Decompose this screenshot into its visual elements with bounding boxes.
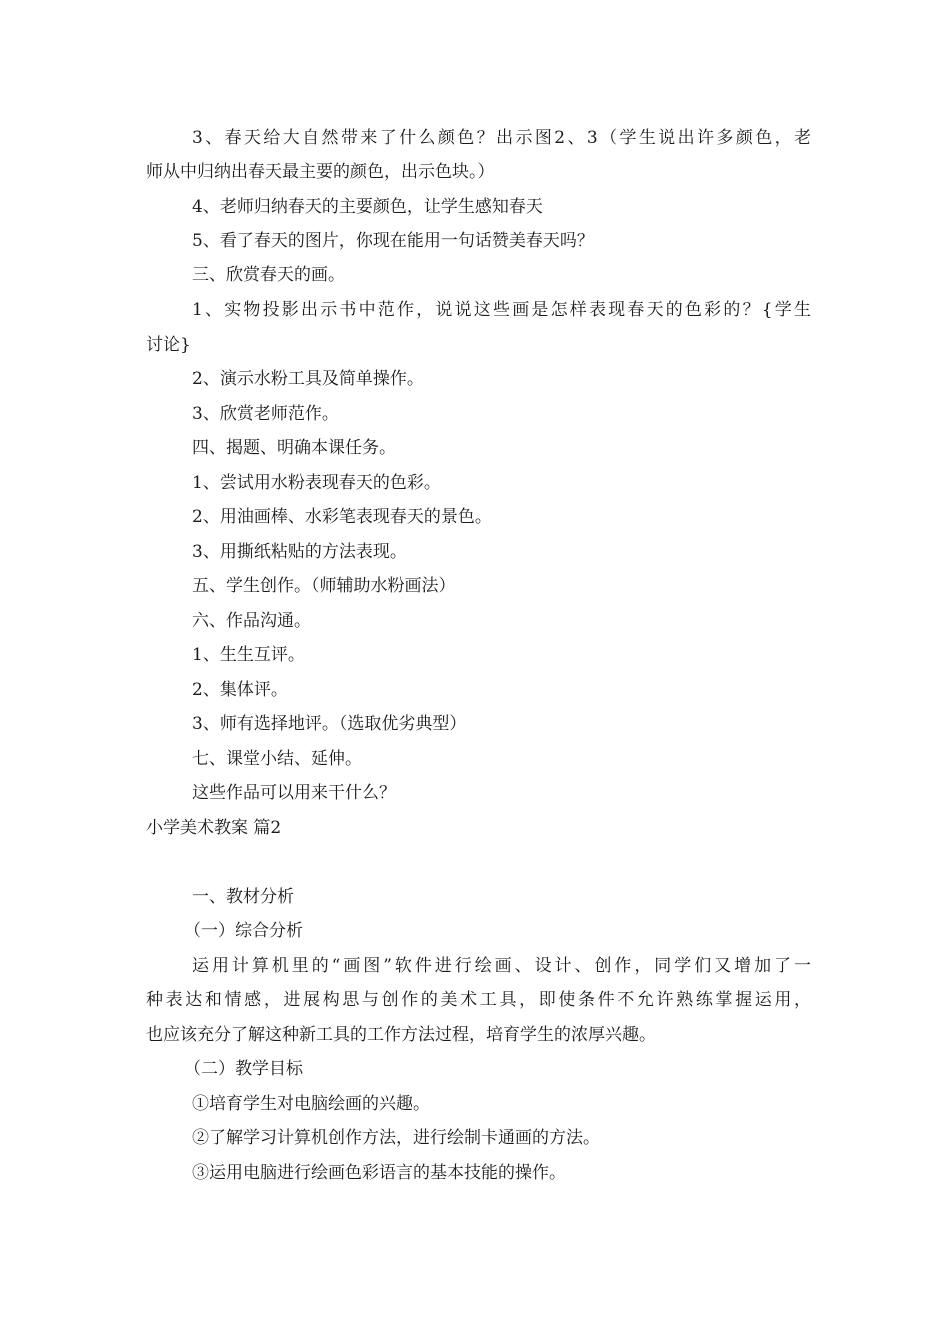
goal-1: ①培育学生对电脑绘画的兴趣。 bbox=[192, 1094, 430, 1114]
item-4-1: 1、尝试用水粉表现春天的色彩。 bbox=[192, 473, 441, 493]
paragraph-4: 4、老师归纳春天的主要颜色，让学生感知春天 bbox=[192, 197, 543, 217]
item-6-3: 3、师有选择地评。（选取优劣典型） bbox=[192, 714, 467, 734]
heading-section-6: 六、作品沟通。 bbox=[192, 611, 311, 631]
lesson-title-2: 小学美术教案 篇2 bbox=[146, 818, 282, 838]
heading-section-5: 五、学生创作。（师辅助水粉画法） bbox=[192, 576, 456, 596]
paragraph-3-line-1: 3、春天给大自然带来了什么颜色？出示图2、3（学生说出许多颜色，老 bbox=[192, 128, 811, 148]
item-3-1-line-2: 讨论} bbox=[146, 335, 191, 355]
goal-3: ③运用电脑进行绘画色彩语言的基本技能的操作。 bbox=[192, 1163, 566, 1183]
item-4-3: 3、用撕纸粘贴的方法表现。 bbox=[192, 542, 407, 562]
item-3-1-line-1: 1、实物投影出示书中范作，说说这些画是怎样表现春天的色彩的？{学生 bbox=[192, 300, 811, 320]
paragraph-3-line-2: 师从中归纳出春天最主要的颜色，出示色块。） bbox=[146, 162, 495, 182]
heading-materials-analysis: 一、教材分析 bbox=[192, 887, 294, 907]
analysis-paragraph-line-2: 种表达和情感，进展构思与创作的美术工具，即使条件不允许熟练掌握运用， bbox=[146, 990, 811, 1010]
goal-2: ②了解学习计算机创作方法，进行绘制卡通画的方法。 bbox=[192, 1128, 600, 1148]
paragraph-5: 5、看了春天的图片，你现在能用一句话赞美春天吗？ bbox=[192, 231, 594, 251]
subheading-teaching-goals: （二）教学目标 bbox=[184, 1059, 303, 1079]
heading-section-7: 七、课堂小结、延伸。 bbox=[192, 749, 362, 769]
item-6-2: 2、集体评。 bbox=[192, 680, 288, 700]
heading-section-3: 三、欣赏春天的画。 bbox=[192, 265, 345, 285]
heading-section-4: 四、揭题、明确本课任务。 bbox=[192, 438, 396, 458]
item-6-1: 1、生生互评。 bbox=[192, 645, 305, 665]
analysis-paragraph-line-3: 也应该充分了解这种新工具的工作方法过程，培育学生的浓厚兴趣。 bbox=[146, 1025, 656, 1045]
item-3-3: 3、欣赏老师范作。 bbox=[192, 404, 339, 424]
closing-question: 这些作品可以用来干什么？ bbox=[192, 783, 396, 803]
item-3-2: 2、演示水粉工具及简单操作。 bbox=[192, 369, 424, 389]
analysis-paragraph-line-1: 运用计算机里的“画图”软件进行绘画、设计、创作，同学们又增加了一 bbox=[192, 956, 811, 976]
subheading-comprehensive-analysis: （一）综合分析 bbox=[184, 921, 303, 941]
item-4-2: 2、用油画棒、水彩笔表现春天的景色。 bbox=[192, 507, 492, 527]
